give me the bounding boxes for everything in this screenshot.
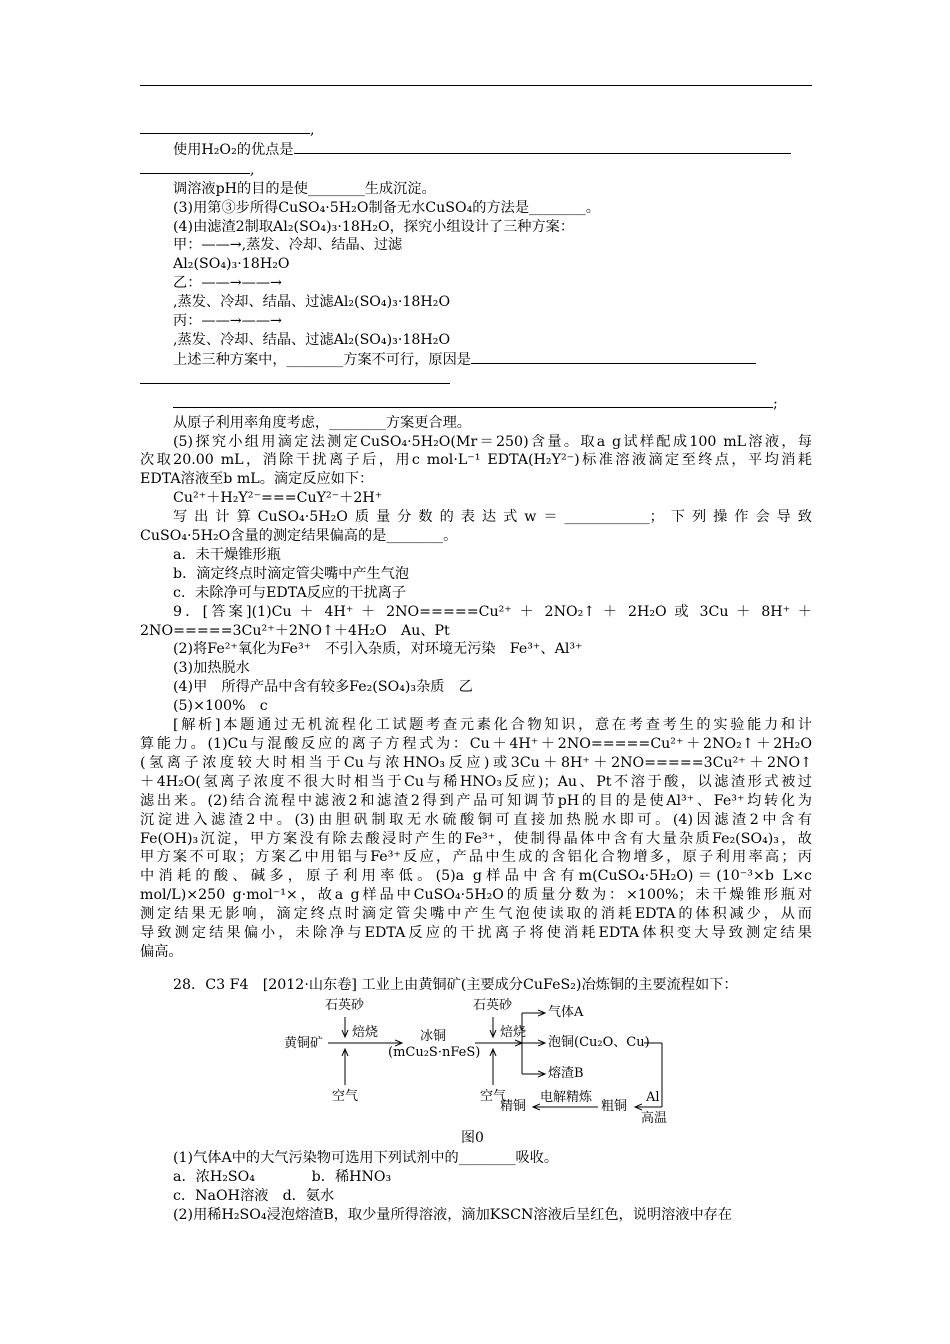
analysis-line: 测定结果无影响，滴定终点时滴定管尖嘴中产生气泡使读取的消耗EDTA的体积减少，从而 xyxy=(140,906,812,923)
question-header: 28．C3 F4 [2012·山东卷] 工业上由黄铜矿(主要成分CuFeS₂)冶炼铜的主要流程如下： xyxy=(173,976,738,993)
label-chalcopyrite: 黄铜矿 xyxy=(284,1035,324,1051)
label-roast-1: 焙烧 xyxy=(352,1024,379,1040)
option: a．未干燥锥形瓶 xyxy=(173,546,281,563)
answer-blank xyxy=(140,160,250,174)
answer-line: (3)加热脱水 xyxy=(173,660,250,677)
analysis-line: 中消耗的酸、碱多，原子利用率低。(5)a g样品中含有m(CuSO₄·5H₂O)＝(10⁻³×b L×c xyxy=(140,868,812,885)
answer-line: (5)×100% c xyxy=(173,698,268,715)
label-al: Al xyxy=(646,1089,660,1105)
line xyxy=(140,370,812,390)
answer-blank xyxy=(140,370,450,384)
line: CuSO₄·5H₂O含量的测定结果偏高的是________。 xyxy=(140,528,458,545)
flowchart-figure xyxy=(140,999,812,1254)
label-matte: 冰铜 xyxy=(420,1028,447,1044)
analysis-line: 甲方案不可取；方案乙中用铝与Fe³⁺反应，产品中生成的含铝化合物增多，原子利用率高；丙 xyxy=(140,849,812,866)
text: 使用H₂O₂的优点是 xyxy=(173,141,294,158)
answer-line: 9．[答案](1)Cu ＋ 4H⁺ ＋ 2NO=====Cu²⁺ ＋ 2NO₂↑ ＋ 2H₂O 或 3Cu ＋ 8H⁺ ＋ xyxy=(173,603,812,620)
question-line: (1)气体A中的大气污染物可选用下列试剂中的________吸收。 xyxy=(173,1149,559,1166)
answer-blank xyxy=(140,120,310,134)
line: (4)由滤渣2制取Al₂(SO₄)₃·18H₂O，探究小组设计了三种方案： xyxy=(173,218,575,235)
analysis-line: 算能力。(1)Cu与混酸反应的离子方程式为：Cu＋4H⁺＋2NO=====Cu²⁺＋2NO₂↑＋2H₂O xyxy=(140,736,812,752)
option: c．未除净可与EDTA反应的干扰离子 xyxy=(173,584,407,601)
line: 甲：——→,蒸发、冷却、结晶、过滤 xyxy=(173,237,403,254)
answer-blank xyxy=(173,394,773,408)
line xyxy=(140,350,812,370)
label-quartz-sand-2: 石英砂 xyxy=(473,997,513,1013)
label-electrolytic-refining: 电解精炼 xyxy=(540,1089,593,1105)
label-matte-formula: (mCu₂S·nFeS) xyxy=(388,1044,481,1060)
text: 上述三种方案中，________方案不可行，原因是 xyxy=(173,351,471,368)
analysis-line: (氢离子浓度较大时相当于Cu与浓HNO₃反应)或3Cu＋8H⁺＋2NO=====3Cu²⁺＋2NO↑ xyxy=(140,754,812,771)
line xyxy=(140,140,812,160)
answer-line: (2)将Fe²⁺氧化为Fe³⁺ 不引入杂质，对环境无污染 Fe³⁺、Al³⁺ xyxy=(173,641,583,658)
answer-blank xyxy=(471,350,756,364)
line: 次取20.00 mL，消除干扰离子后，用c mol·L⁻¹ EDTA(H₂Y²⁻)标准溶液滴定至终点，平均消耗 xyxy=(140,452,812,469)
option: a．浓H₂SO₄ b．稀HNO₃ xyxy=(173,1168,392,1185)
document-body xyxy=(140,120,812,1254)
line xyxy=(140,160,812,180)
answer-line: (4)甲 所得产品中含有较多Fe₂(SO₄)₃杂质 乙 xyxy=(173,679,473,696)
line xyxy=(140,394,812,414)
line: 乙：——→——→ xyxy=(173,275,282,292)
analysis-line: mol/L)×250 g·mol⁻¹×，故a g样品中CuSO₄·5H₂O的质量分数为：×100%；未干燥锥形瓶对 xyxy=(140,887,812,904)
text: ; xyxy=(773,395,778,412)
label-blister-copper: 泡铜(Cu₂O、Cu) xyxy=(548,1034,650,1050)
answer-line: 2NO=====3Cu²⁺＋2NO↑＋4H₂O Au、Pt xyxy=(140,622,450,639)
line xyxy=(140,120,812,140)
analysis-line: Fe(OH)₃沉淀，甲方案没有除去酸浸时产生的Fe³⁺，使制得晶体中含有大量杂质Fe₂(SO₄)₃，故 xyxy=(140,830,812,847)
line: Al₂(SO₄)₃·18H₂O xyxy=(173,256,290,273)
answer-blank xyxy=(294,140,791,154)
text: , xyxy=(250,161,255,178)
question-line: (2)用稀H₂SO₄浸泡熔渣B，取少量所得溶液，滴加KSCN溶液后呈红色，说明溶液中存在 xyxy=(173,1206,733,1223)
line: 从原子利用率角度考虑，________方案更合理。 xyxy=(173,414,471,431)
line: ,蒸发、冷却、结晶、过滤Al₂(SO₄)₃·18H₂O xyxy=(173,331,451,348)
line: ,蒸发、冷却、结晶、过滤Al₂(SO₄)₃·18H₂O xyxy=(173,294,451,311)
line: 写出计算CuSO₄·5H₂O质量分数的表达式w＝____________；下列操作会导致 xyxy=(173,509,812,526)
header-rule xyxy=(140,85,812,86)
line: (3)用第③步所得CuSO₄·5H₂O制备无水CuSO₄的方法是________。 xyxy=(173,199,600,216)
option: c．NaOH溶液 d．氨水 xyxy=(173,1187,335,1204)
analysis-line: 导致测定结果偏小，未除净与EDTA反应的干扰离子将使消耗EDTA体积变大导致测定结果 xyxy=(140,925,812,942)
line: EDTA溶液至b mL。滴定反应如下： xyxy=(140,471,374,488)
label-crude-copper: 粗铜 xyxy=(601,1098,628,1114)
line: Cu²⁺＋H₂Y²⁻===CuY²⁻＋2H⁺ xyxy=(173,490,383,507)
label-slag-b: 熔渣B xyxy=(548,1065,584,1081)
label-high-temp: 高温 xyxy=(641,1110,668,1126)
analysis-line: 滤出来。(2)结合流程中滤液2和滤渣2得到产品可知调节pH的目的是使Al³⁺、Fe³⁺均转化为 xyxy=(140,792,812,809)
figure-caption: 图0 xyxy=(461,1129,484,1146)
analysis-line: ＋4H₂O(氢离子浓度不很大时相当于Cu与稀HNO₃反应)；Au、Pt不溶于酸，以滤渣形式被过 xyxy=(140,773,812,790)
analysis-line: [解析]本题通过无机流程化工试题考查元素化合物知识，意在考查考生的实验能力和计 xyxy=(173,717,812,734)
analysis-line: 沉淀进入滤渣2中。(3)由胆矾制取无水硫酸铜可直接加热脱水即可。(4)因滤渣2中含有 xyxy=(140,811,812,828)
text: , xyxy=(310,122,315,138)
label-quartz-sand-1: 石英砂 xyxy=(325,997,365,1013)
analysis-line: 偏高。 xyxy=(140,943,183,960)
line: (5)探究小组用滴定法测定CuSO₄·5H₂O(Mr＝250)含量。取a g试样配成100 mL溶液，每 xyxy=(173,433,812,450)
line: 调溶液pH的目的是使________生成沉淀。 xyxy=(173,180,436,197)
label-roast-2: 焙烧 xyxy=(500,1024,527,1040)
line: 丙：——→——→ xyxy=(173,313,282,330)
label-refined-copper: 精铜 xyxy=(500,1098,527,1114)
option: b．滴定终点时滴定管尖嘴中产生气泡 xyxy=(173,565,410,582)
label-air-1: 空气 xyxy=(332,1088,359,1104)
label-gas-a: 气体A xyxy=(548,1004,584,1020)
label-air-2: 空气 xyxy=(480,1088,507,1104)
